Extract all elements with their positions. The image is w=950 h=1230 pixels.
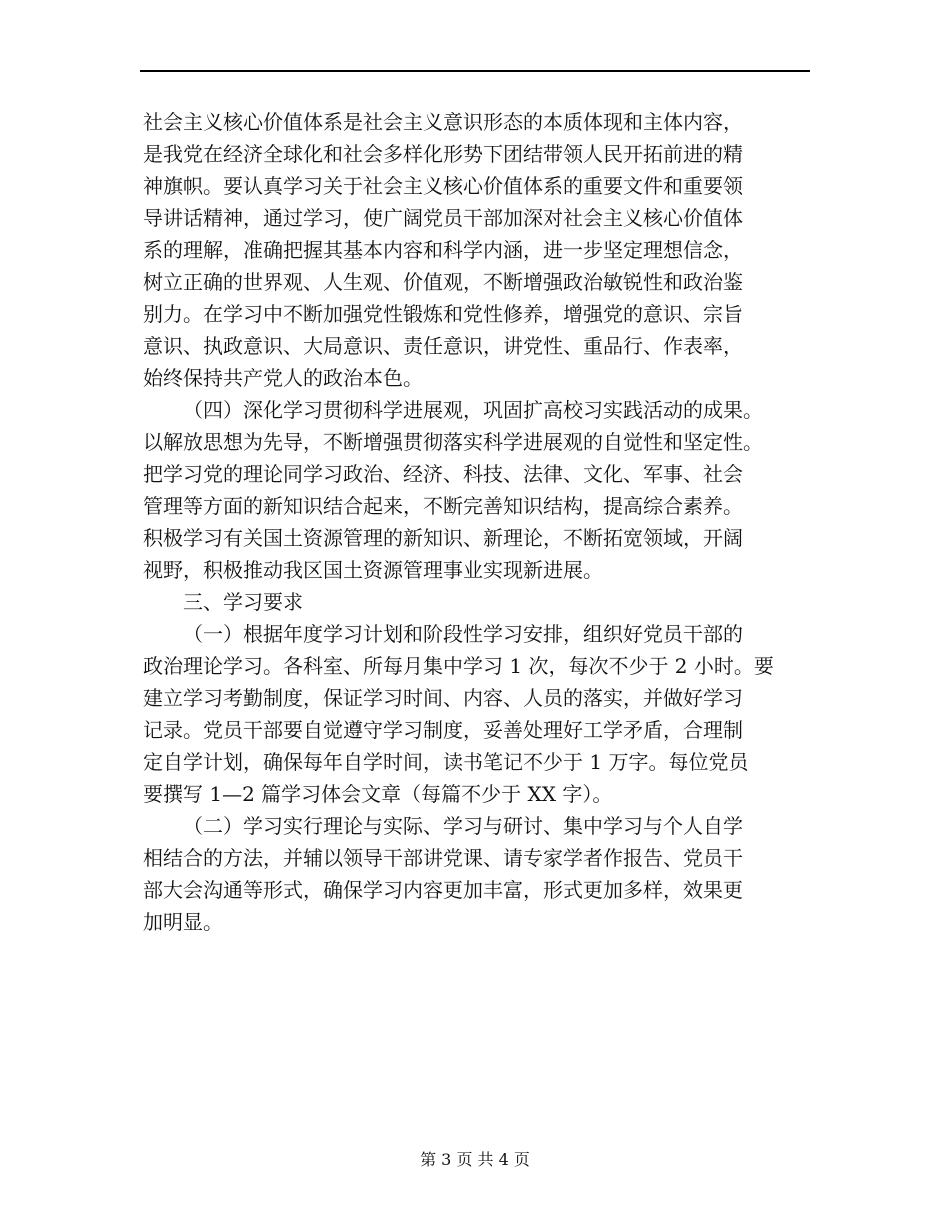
text-line: 部大会沟通等形式，确保学习内容更加丰富，形式更加多样，效果更 (143, 878, 743, 902)
text-line: （一）根据年度学习计划和阶段性学习安排，组织好党员干部的 (183, 622, 743, 646)
document-body (143, 106, 813, 938)
text-line: 导讲话精神，通过学习，使广阔党员干部加深对社会主义核心价值体 (143, 206, 743, 230)
text-line: 记录。党员干部要自觉遵守学习制度，妥善处理好工学矛盾，合理制 (143, 718, 743, 742)
text-line: 神旗帜。要认真学习关于社会主义核心价值体系的重要文件和重要领 (143, 174, 743, 198)
text-line: （二）学习实行理论与实际、学习与研讨、集中学习与个人自学 (183, 814, 743, 838)
text-line: 加明显。 (143, 910, 223, 934)
text-line: 以解放思想为先导，不断增强贯彻落实科学进展观的自觉性和坚定性。 (143, 430, 763, 454)
text-line: 是我党在经济全球化和社会多样化形势下团结带领人民开拓前进的精 (143, 142, 743, 166)
text-line: 社会主义核心价值体系是社会主义意识形态的本质体现和主体内容， (143, 110, 743, 134)
text-line: 别力。在学习中不断加强党性锻炼和党性修养，增强党的意识、宗旨 (143, 302, 743, 326)
text-line: 相结合的方法，并辅以领导干部讲党课、请专家学者作报告、党员干 (143, 846, 743, 870)
text-line: 树立正确的世界观、人生观、价值观，不断增强政治敏锐性和政治鉴 (143, 270, 743, 294)
text-line: 要撰写 1—2 篇学习体会文章（每篇不少于 XX 字）。 (143, 782, 613, 806)
text-line: 政治理论学习。各科室、所每月集中学习 1 次，每次不少于 2 小时。要 (143, 654, 774, 678)
text-line: 积极学习有关国土资源管理的新知识、新理论，不断拓宽领域，开阔 (143, 526, 743, 550)
text-line: （四）深化学习贯彻科学进展观，巩固扩高校习实践活动的成果。 (183, 398, 763, 422)
text-line: 管理等方面的新知识结合起来，不断完善知识结构，提高综合素养。 (143, 494, 743, 518)
header-rule (140, 70, 810, 72)
page-footer: 第 3 页 共 4 页 (420, 1150, 530, 1169)
text-line: 系的理解，准确把握其基本内容和科学内涵，进一步坚定理想信念， (143, 238, 743, 262)
text-line: 定自学计划，确保每年自学时间，读书笔记不少于 1 万字。每位党员 (143, 750, 749, 774)
text-line: 建立学习考勤制度，保证学习时间、内容、人员的落实，并做好学习 (143, 686, 743, 710)
text-line: 视野，积极推动我区国土资源管理事业实现新进展。 (143, 558, 603, 582)
text-line: 三、学习要求 (183, 590, 303, 614)
text-line: 把学习党的理论同学习政治、经济、科技、法律、文化、军事、社会 (143, 462, 743, 486)
text-line: 意识、执政意识、大局意识、责任意识，讲党性、重品行、作表率， (143, 334, 743, 358)
text-line: 始终保持共产党人的政治本色。 (143, 366, 423, 390)
